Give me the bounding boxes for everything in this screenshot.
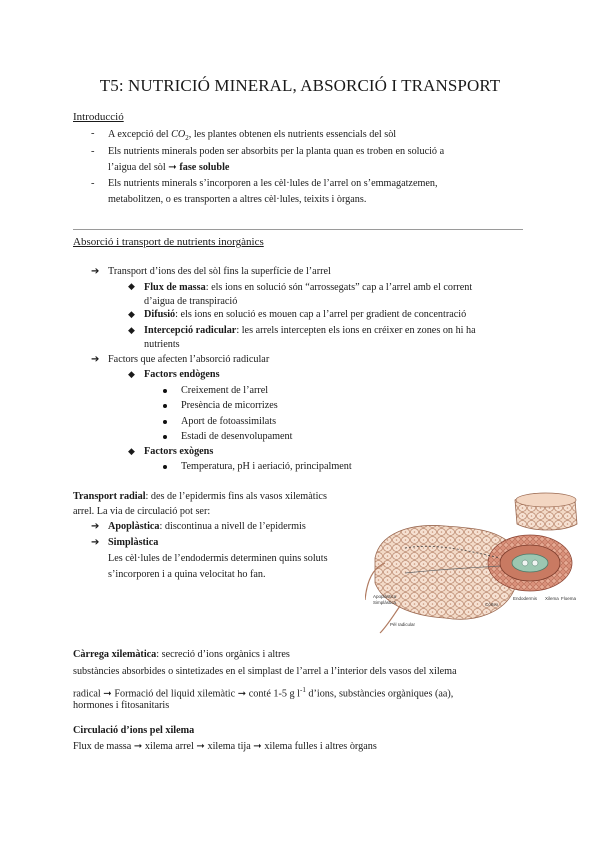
intro-item-3-line2: metabolitzen, o es transporten a altres cèl·lules, teixits i òrgans. (108, 194, 367, 205)
intro-heading: Introducció (73, 111, 124, 123)
dot-bullet-icon (163, 435, 167, 439)
diamond-bullet-icon: ◆ (128, 369, 135, 379)
bullet-dash: - (91, 146, 95, 157)
flux-line2: d’aigua de transpiració (144, 296, 238, 307)
intro-item-2-line2: l’aigua del sòl ➞ fase soluble (108, 162, 230, 173)
carrega-line2: substàncies absorbides o sintetizades en el simplast de l’arrel a l’interior dels vasos del xilema (73, 666, 457, 677)
diamond-bullet-icon: ◆ (128, 446, 135, 456)
diamond-bullet-icon: ◆ (128, 325, 135, 335)
divider (73, 229, 523, 230)
endogen-item: Aport de fotoassimilats (181, 416, 277, 427)
simplastica-label: Simplàstica (108, 537, 159, 548)
root-cross-section-figure (365, 488, 585, 638)
intercepcio-line1: Intercepció radicular: les arrels intercepten els ions en créixer en zones on hi ha (144, 325, 476, 336)
intercepcio-line2: nutrients (144, 339, 180, 350)
exogens-label: Factors exògens (144, 446, 214, 457)
figure-label-xylem: Xilema (545, 596, 559, 601)
arrow-bullet-icon: ➔ (91, 354, 100, 365)
diamond-bullet-icon: ◆ (128, 281, 135, 291)
intro-item-2-line1: Els nutrients minerals poden ser absorbits per la planta quan es troben en solució a (108, 146, 445, 157)
absorcio-heading: Absorció i transport de nutrients inorgànics (73, 236, 264, 248)
transport-line: Transport d’ions des del sòl fins la superfície de l’arrel (108, 266, 331, 277)
arrow-bullet-icon: ➔ (91, 521, 100, 532)
flux-line1: Flux de massa: els ions en solució són “arrossegats” cap a l’arrel amb el corrent (144, 282, 473, 293)
dot-bullet-icon (163, 465, 167, 469)
arrow-bullet-icon: ➔ (91, 537, 100, 548)
bullet-dash: - (91, 128, 95, 139)
page-title: T5: NUTRICIÓ MINERAL, ABSORCIÓ I TRANSPORT (99, 76, 501, 95)
simplastica-line2: s’incorporen i a quina velocitat ho fan. (108, 569, 266, 580)
endogen-item: Estadi de desenvolupament (181, 431, 293, 442)
intro-item-1: A excepció del $CO_2$, les plantes obtenen els nutrients essencials del sòl (108, 129, 397, 143)
figure-label-root-hair: Pèl radicular (390, 622, 416, 627)
figure-label-endodermis: Endodermis (513, 596, 538, 601)
endogen-item: Creixement de l’arrel (181, 385, 269, 396)
simplastica-line1: Les cèl·lules de l’endodermis determinen quins soluts (108, 553, 328, 564)
dot-bullet-icon (163, 420, 167, 424)
endogens-label: Factors endògens (144, 369, 220, 380)
xylem-shape (512, 554, 548, 572)
endogen-item: Presència de micorrizes (181, 400, 278, 411)
intro-item-3-line1: Els nutrients minerals s’incorporen a les cèl·lules de l’arrel on s’emmagatzemen, (108, 178, 438, 189)
figure-label-cortex: Còrtex (485, 602, 499, 607)
bullet-dash: - (91, 178, 95, 189)
figure-label-phloem: Floema (561, 596, 577, 601)
arrow-bullet-icon: ➔ (91, 266, 100, 277)
carrega-line1: Càrrega xilemàtica: secreció d’ions orgànics i altres (73, 649, 290, 660)
circulacio-line: Flux de massa ➞ xilema arrel ➞ xilema tija ➞ xilema fulles i altres òrgans (73, 741, 377, 752)
factors-line: Factors que afecten l’absorció radicular (108, 354, 270, 365)
figure-label-symplastic: Simplàstica (373, 600, 397, 605)
exogen-item: Temperatura, pH i aeriació, principalment (181, 461, 352, 472)
carrega-line3: radical ➞ Formació del liquid xilemàtic ➞ conté 1-5 g $l^{-1}$ d’ions, substàncies orgàniques (aa), (73, 686, 454, 700)
radial-line1: Transport radial: des de l’epidermis fins als vasos xilemàtics (73, 491, 327, 502)
figure-label-apoplastic: Apoplàstica (373, 594, 397, 599)
circulacio-heading: Circulació d’ions pel xilema (73, 725, 195, 736)
difusio-line: Difusió: els ions en solució es mouen cap a l’arrel per gradient de concentració (144, 309, 467, 320)
dot-bullet-icon (163, 404, 167, 408)
dot-bullet-icon (163, 389, 167, 393)
radial-line2: arrel. La via de circulació pot ser: (73, 506, 211, 517)
carrega-line4: hormones i fitosanitaris (73, 700, 170, 711)
apoplastica-line: Apoplàstica: discontinua a nivell de l’epidermis (108, 521, 306, 532)
diamond-bullet-icon: ◆ (128, 309, 135, 319)
